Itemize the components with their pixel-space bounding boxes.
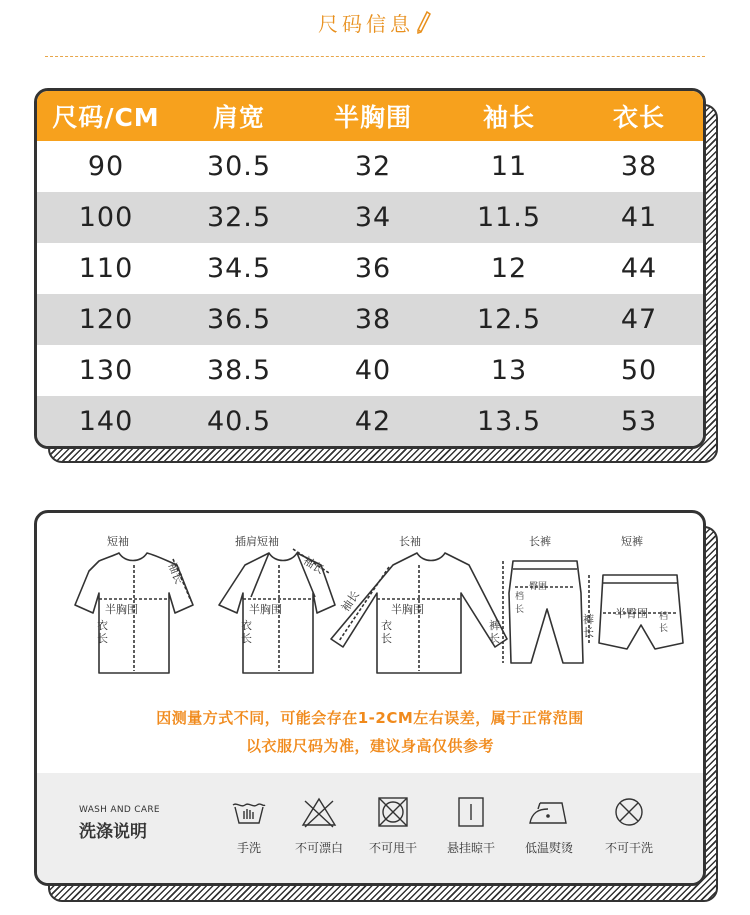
cell-half-chest: 40 xyxy=(354,355,392,386)
header-sleeve: 袖长 xyxy=(482,103,535,132)
garment-caption-long-sleeve: 长袖 xyxy=(399,535,421,548)
care-brand xyxy=(79,805,160,842)
label-length-1: 衣长 xyxy=(97,619,108,645)
label-sleeve-2: 袖长 xyxy=(300,554,327,577)
no-tumble-dry-icon xyxy=(373,795,413,829)
care-item-no-bleach xyxy=(279,795,359,856)
care-instructions xyxy=(37,773,703,883)
care-brand-cn: 洗涤说明 xyxy=(79,822,147,842)
care-label-no-bleach: 不可漂白 xyxy=(294,841,343,855)
size-table xyxy=(34,88,706,449)
care-label-no-dry-clean: 不可干洗 xyxy=(604,841,653,855)
care-item-no-tumble-dry xyxy=(353,795,433,856)
garment-caption-raglan: 插肩短袖 xyxy=(235,535,279,548)
care-label-no-tumble-dry: 不可甩干 xyxy=(368,841,417,855)
cell-half-chest: 32 xyxy=(354,151,392,182)
cell-sleeve: 13 xyxy=(490,355,528,386)
care-item-low-iron xyxy=(509,795,589,856)
care-brand-en: WASH AND CARE xyxy=(79,805,160,815)
label-chest-3: 半胸围 xyxy=(391,603,424,616)
table-row xyxy=(37,345,703,396)
cell-size: 110 xyxy=(78,253,134,284)
care-item-no-dry-clean xyxy=(589,795,669,856)
header-shoulder: 肩宽 xyxy=(212,103,265,132)
cell-shoulder: 30.5 xyxy=(206,151,272,182)
table-row xyxy=(37,294,703,345)
label-crotch-trousers: 档长 xyxy=(515,592,525,615)
title-divider xyxy=(45,56,705,57)
label-crotch-shorts: 档长 xyxy=(659,612,669,634)
cell-half-chest: 42 xyxy=(354,406,392,437)
cell-sleeve: 12.5 xyxy=(476,304,542,335)
table-row xyxy=(37,192,703,243)
cell-shoulder: 40.5 xyxy=(206,406,272,437)
table-header-row xyxy=(37,91,703,141)
label-chest-2: 半胸围 xyxy=(249,603,282,616)
label-sleeve-1: 袖长 xyxy=(165,560,186,586)
table-row xyxy=(37,243,703,294)
cell-sleeve: 12 xyxy=(490,253,528,284)
cell-length: 41 xyxy=(620,202,658,233)
cell-shoulder: 34.5 xyxy=(206,253,272,284)
cell-shoulder: 36.5 xyxy=(206,304,272,335)
header-half-chest: 半胸围 xyxy=(333,103,412,132)
cell-shoulder: 32.5 xyxy=(206,202,272,233)
garment-caption-shorts: 短裤 xyxy=(621,535,643,548)
hang-dry-icon xyxy=(451,795,491,829)
cell-length: 53 xyxy=(620,406,658,437)
cell-half-chest: 36 xyxy=(354,253,392,284)
cell-length: 50 xyxy=(620,355,658,386)
garment-caption-short-sleeve: 短袖 xyxy=(107,535,129,548)
label-hip-shorts: 半臀围 xyxy=(615,607,648,620)
cell-size: 140 xyxy=(78,406,134,437)
low-iron-icon xyxy=(526,795,572,829)
care-item-hand-wash xyxy=(209,795,289,856)
cell-size: 120 xyxy=(78,304,134,335)
table-row xyxy=(37,141,703,192)
cell-half-chest: 34 xyxy=(354,202,392,233)
label-trouser-length: 裤长 xyxy=(489,619,500,645)
pencil-icon xyxy=(416,10,432,41)
measurement-panel xyxy=(34,510,706,886)
hand-wash-icon xyxy=(229,795,269,829)
cell-size: 100 xyxy=(78,202,134,233)
no-bleach-icon xyxy=(299,795,339,829)
cell-length: 44 xyxy=(620,253,658,284)
care-item-hang-dry xyxy=(431,795,511,856)
label-sleeve-3: 袖长 xyxy=(338,588,362,615)
cell-sleeve: 13.5 xyxy=(476,406,542,437)
page-title xyxy=(0,8,750,41)
measure-note-line2: 以衣服尺码为准，建议身高仅供参考 xyxy=(245,737,494,755)
cell-size: 130 xyxy=(78,355,134,386)
label-length-3: 衣长 xyxy=(381,619,392,645)
label-hip-trousers: 臀围 xyxy=(529,582,548,592)
care-label-low-iron: 低温熨烫 xyxy=(524,841,573,855)
table-row xyxy=(37,396,703,447)
title-text: 尺码信息 xyxy=(318,12,414,36)
label-length-2: 衣长 xyxy=(241,619,252,645)
cell-sleeve: 11 xyxy=(490,151,528,182)
no-dry-clean-icon xyxy=(609,795,649,829)
label-chest-1: 半胸围 xyxy=(105,603,138,616)
cell-shoulder: 38.5 xyxy=(206,355,272,386)
cell-length: 47 xyxy=(620,304,658,335)
label-shorts-length: 裤长 xyxy=(583,613,594,639)
cell-length: 38 xyxy=(620,151,658,182)
header-size: 尺码/CM xyxy=(52,103,160,132)
cell-sleeve: 11.5 xyxy=(476,202,542,233)
measure-note-line1: 因测量方式不同，可能会存在1-2CM左右误差，属于正常范围 xyxy=(156,709,584,727)
care-label-hand-wash: 手洗 xyxy=(236,841,261,855)
garment-caption-trousers: 长裤 xyxy=(529,535,551,548)
care-label-hang-dry: 悬挂晾干 xyxy=(446,841,495,855)
header-length: 衣长 xyxy=(612,103,665,132)
cell-half-chest: 38 xyxy=(354,304,392,335)
cell-size: 90 xyxy=(87,151,125,182)
